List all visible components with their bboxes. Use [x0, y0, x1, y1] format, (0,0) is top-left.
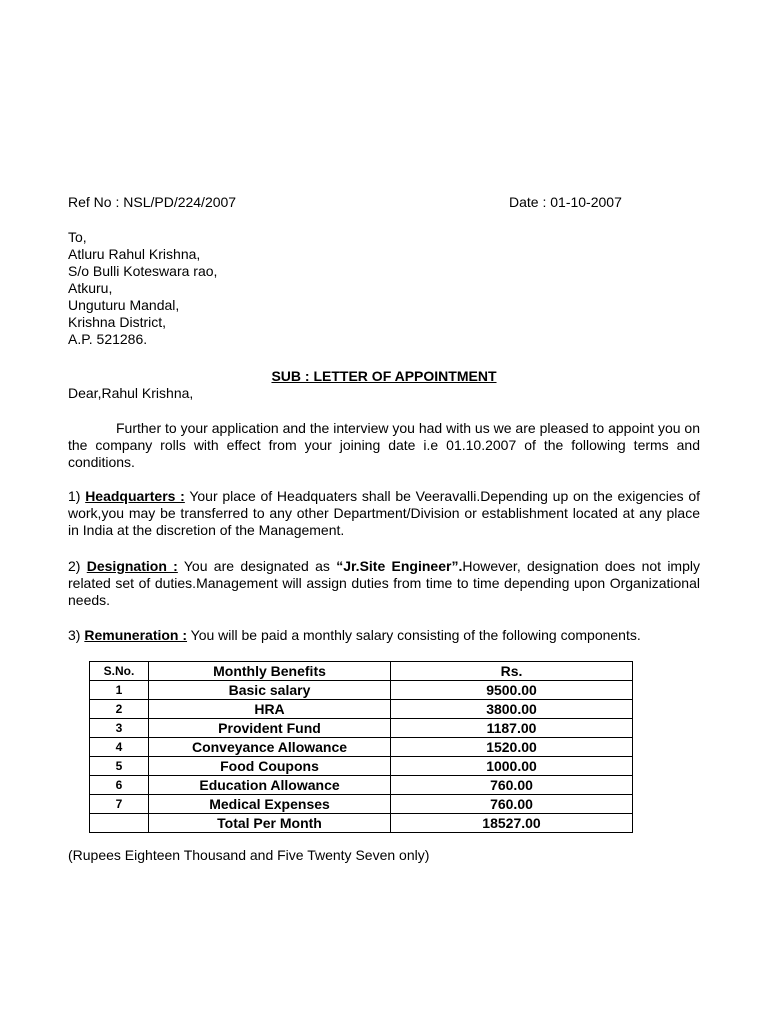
letter-date: Date : 01-10-2007 — [509, 194, 622, 210]
address-line: A.P. 521286. — [68, 331, 148, 347]
address-line: Unguturu Mandal, — [68, 297, 180, 313]
address-line: Krishna District, — [68, 314, 167, 330]
row-sno: 3 — [90, 719, 149, 738]
total-amount: 18527.00 — [391, 814, 633, 833]
remuneration-clause — [68, 627, 700, 644]
total-row — [90, 814, 633, 833]
designation-text-after: However, designation does not imply related set of duties.Management will assign duties from time to time depending upon Organizational needs. — [68, 558, 700, 608]
clause-number: 3) — [68, 627, 85, 643]
recipient-address — [68, 229, 217, 348]
row-benefit: Conveyance Allowance — [149, 738, 391, 757]
amount-in-words: (Rupees Eighteen Thousand and Five Twenty Seven only) — [68, 847, 430, 863]
subject-line: SUB : LETTER OF APPOINTMENT — [271, 368, 497, 384]
row-sno: 5 — [90, 757, 149, 776]
address-line: To, — [68, 229, 87, 245]
row-sno: 6 — [90, 776, 149, 795]
row-benefit: Food Coupons — [149, 757, 391, 776]
total-sno — [90, 814, 149, 833]
headquarters-heading: Headquarters : — [85, 488, 185, 504]
row-sno: 7 — [90, 795, 149, 814]
row-amount: 9500.00 — [391, 681, 633, 700]
designation-text-before: You are designated as — [177, 558, 337, 574]
table-header-row — [90, 662, 633, 681]
column-header-benefits: Monthly Benefits — [149, 662, 391, 681]
row-amount: 1000.00 — [391, 757, 633, 776]
reference-number: Ref No : NSL/PD/224/2007 — [68, 194, 237, 210]
row-amount: 1187.00 — [391, 719, 633, 738]
row-amount: 760.00 — [391, 776, 633, 795]
table-row — [90, 719, 633, 738]
row-benefit: HRA — [149, 700, 391, 719]
remuneration-text: You will be paid a monthly salary consisting of the following components. — [187, 627, 641, 643]
salary-table — [89, 661, 633, 833]
address-line: Atluru Rahul Krishna, — [68, 246, 201, 262]
row-benefit: Provident Fund — [149, 719, 391, 738]
table-row — [90, 776, 633, 795]
intro-paragraph: Further to your application and the interview you had with us we are pleased to appoint you on the company rolls with effect from your joining date i.e 01.10.2007 of the following terms and conditions. — [68, 420, 700, 470]
column-header-amount: Rs. — [391, 662, 633, 681]
row-sno: 4 — [90, 738, 149, 757]
row-benefit: Basic salary — [149, 681, 391, 700]
clause-number: 1) — [68, 488, 86, 504]
address-line: Atkuru, — [68, 280, 113, 296]
clause-number: 2) — [68, 558, 87, 574]
salutation: Dear,Rahul Krishna, — [68, 385, 194, 401]
row-benefit: Education Allowance — [149, 776, 391, 795]
row-amount: 1520.00 — [391, 738, 633, 757]
column-header-sno: S.No. — [90, 662, 149, 681]
remuneration-heading: Remuneration : — [84, 627, 188, 643]
headquarters-clause — [68, 488, 700, 539]
table-row — [90, 700, 633, 719]
table-row — [90, 757, 633, 776]
row-amount: 3800.00 — [391, 700, 633, 719]
table-row — [90, 738, 633, 757]
total-label: Total Per Month — [149, 814, 391, 833]
designation-title: “Jr.Site Engineer”. — [336, 558, 463, 574]
row-sno: 2 — [90, 700, 149, 719]
table-row — [90, 681, 633, 700]
table-row — [90, 795, 633, 814]
row-benefit: Medical Expenses — [149, 795, 391, 814]
designation-heading: Designation : — [86, 558, 178, 574]
designation-clause — [68, 558, 700, 609]
headquarters-text: Your place of Headquaters shall be Veeravalli.Depending up on the exigencies of work,you may be transferred to any other Department/Division or establishment located at any place in India at the discretion of the Management. — [68, 488, 701, 538]
row-amount: 760.00 — [391, 795, 633, 814]
row-sno: 1 — [90, 681, 149, 700]
address-line: S/o Bulli Koteswara rao, — [68, 263, 218, 279]
